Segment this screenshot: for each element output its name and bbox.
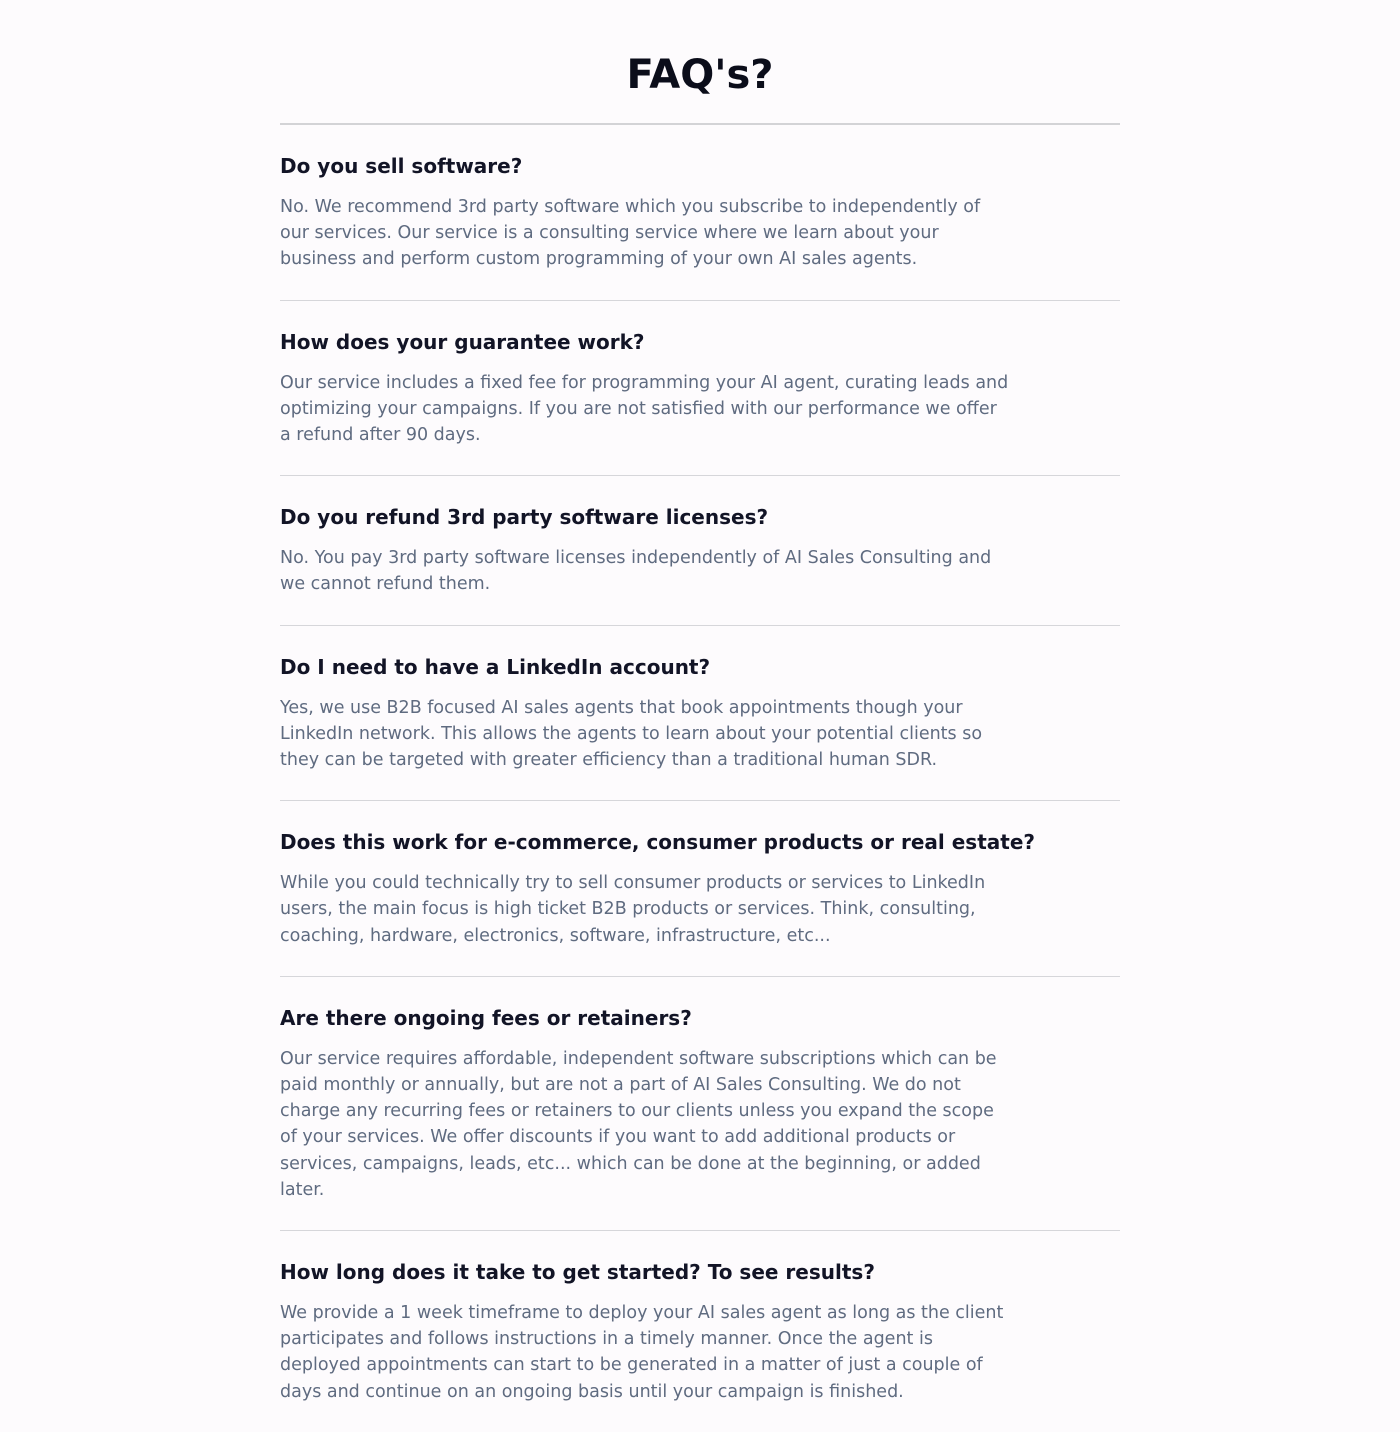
faq-question: Are there ongoing fees or retainers? [280, 1005, 692, 1030]
faq-answer: No. We recommend 3rd party software which you subscribe to independently of our services. Our service is a consulting service where we learn about your business and perform custom programming of your own AI sales agents. [280, 197, 981, 270]
faq-answer: Yes, we use B2B focused AI sales agents that book appointments though your LinkedIn network. This allows the agents to learn about your potential clients so they can be targeted with greater efficiency than a traditional human SDR. [280, 697, 983, 771]
faq-question: How long does it take to get started? To see results? [280, 1260, 875, 1285]
faq-answer: Our service includes a fixed fee for programming your AI agent, curating leads and optimizing your campaigns. If you are not satisfied with our performance we offer a refund after 90 days. [280, 372, 1009, 446]
page-title: FAQ's? [626, 52, 774, 98]
faq-item [280, 125, 1120, 301]
faq-question: How does your guarantee work? [280, 329, 645, 354]
faq-question: Does this work for e-commerce, consumer products or real estate? [280, 830, 1035, 855]
faq-question: Do you sell software? [280, 154, 523, 178]
faq-list [280, 125, 1120, 1432]
faq-answer: We provide a 1 week timeframe to deploy your AI sales agent as long as the client participates and follows instructions in a timely manner. Once the agent is deployed appointments can start to be generated in a matter of just a couple of days and continue on an ongoing basis until your campaign is finished. [280, 1303, 1004, 1402]
faq-answer: Our service requires affordable, independent software subscriptions which can be paid monthly or annually, but are not a part of AI Sales Consulting. We do not charge any recurring fees or retainers to our clients unless you expand the scope of your services. We offer discounts if you want to add additional products or services, campaigns, leads, etc... which can be done at the beginning, or added later. [280, 1048, 997, 1200]
faq-item [280, 977, 1120, 1231]
faq-item [280, 476, 1120, 625]
faq-answer: While you could technically try to sell consumer products or services to LinkedIn users, the main focus is high ticket B2B products or services. Think, consulting, coaching, hardware, electronics, software, infrastructure, etc... [280, 873, 986, 946]
faq-item [280, 626, 1120, 802]
faq-item [280, 301, 1120, 477]
faq-item [280, 801, 1120, 977]
faq-question: Do I need to have a LinkedIn account? [280, 654, 711, 679]
faq-item [280, 1231, 1120, 1432]
faq-question: Do you refund 3rd party software licenses? [280, 505, 769, 530]
faq-answer: No. You pay 3rd party software licenses independently of AI Sales Consulting and we cannot refund them. [280, 548, 992, 595]
